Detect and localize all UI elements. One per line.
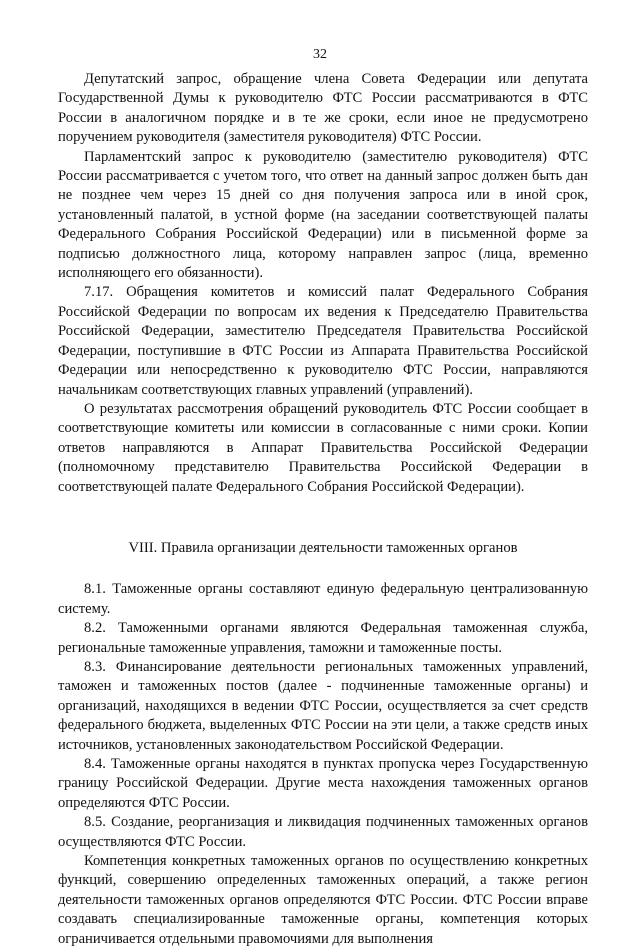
paragraph: 8.4. Таможенные органы находятся в пунктах пропуска через Государственную границу Российской Федерации. Другие места нахождения таможенных органов определяются ФТС России.: [58, 756, 588, 811]
paragraph: 8.5. Создание, реорганизация и ликвидация подчиненных таможенных органов осуществляются ФТС России.: [58, 814, 588, 850]
paragraph: 7.17. Обращения комитетов и комиссий палат Федерального Собрания Российской Федерации по вопросам их ведения к Председателю Правительства Российской Федерации, заместителю Председателя Правительства Российской Федерации, поступившие в ФТС России из Аппарата Правительства Российской Федерации или непосредственно к руководителю ФТС России, направляются начальникам соответствующих главных управлений (управлений).: [58, 284, 588, 398]
paragraph: 8.3. Финансирование деятельности региональных таможенных управлений, таможен и таможенных постов (далее - подчиненные таможенные органы) и организаций, находящихся в ведении ФТС России, осуществляется за счет средств федерального бюджета, выделенных ФТС России на эти цели, а также средств иных источников, установленных законодательством Российской Федерации.: [58, 658, 588, 753]
page-number: 32: [313, 47, 327, 62]
paragraph: Компетенция конкретных таможенных органов по осуществлению конкретных функций, совершению определенных таможенных операций, а также регион деятельности таможенных органов определяются ФТС России. ФТС России вправе создавать специализированные таможенные органы, компетенция которых ограничивается отдельными правомочиями для выполнения: [58, 853, 588, 947]
paragraph: Депутатский запрос, обращение члена Совета Федерации или депутата Государственной Думы к руководителю ФТС России рассматриваются в ФТС России в аналогичном порядке и в те же сроки, если иное не предусмотрено поручением руководителя (заместителя руководителя) ФТС России.: [58, 71, 588, 146]
paragraph: 8.1. Таможенные органы составляют единую федеральную централизованную систему.: [58, 581, 588, 617]
section-heading: VIII. Правила организации деятельности таможенных органов: [128, 539, 518, 556]
paragraph: Парламентский запрос к руководителю (заместителю руководителя) ФТС России рассматривается с учетом того, что ответ на данный запрос должен быть дан не позднее чем через 15 дней со дня получения запроса или в иной срок, установленный палатой, в устной форме (на заседании соответствующей палаты Федерального Собрания Российской Федерации) или в письменной форме за подписью должностного лица, которому направлен запрос (лица, временно исполняющего его обязанности).: [58, 148, 588, 282]
document-body: [58, 70, 588, 949]
paragraph: 8.2. Таможенными органами являются Федеральная таможенная служба, региональные таможенные управления, таможни и таможенные посты.: [58, 620, 588, 656]
paragraph: О результатах рассмотрения обращений руководитель ФТС России сообщает в соответствующие комитеты или комиссии в согласованные с ними сроки. Копии ответов направляются в Аппарат Правительства Российской Федерации (полномочному представителю Правительства Российской Федерации в соответствующей палате Федерального Собрания Российской Федерации).: [58, 400, 588, 495]
